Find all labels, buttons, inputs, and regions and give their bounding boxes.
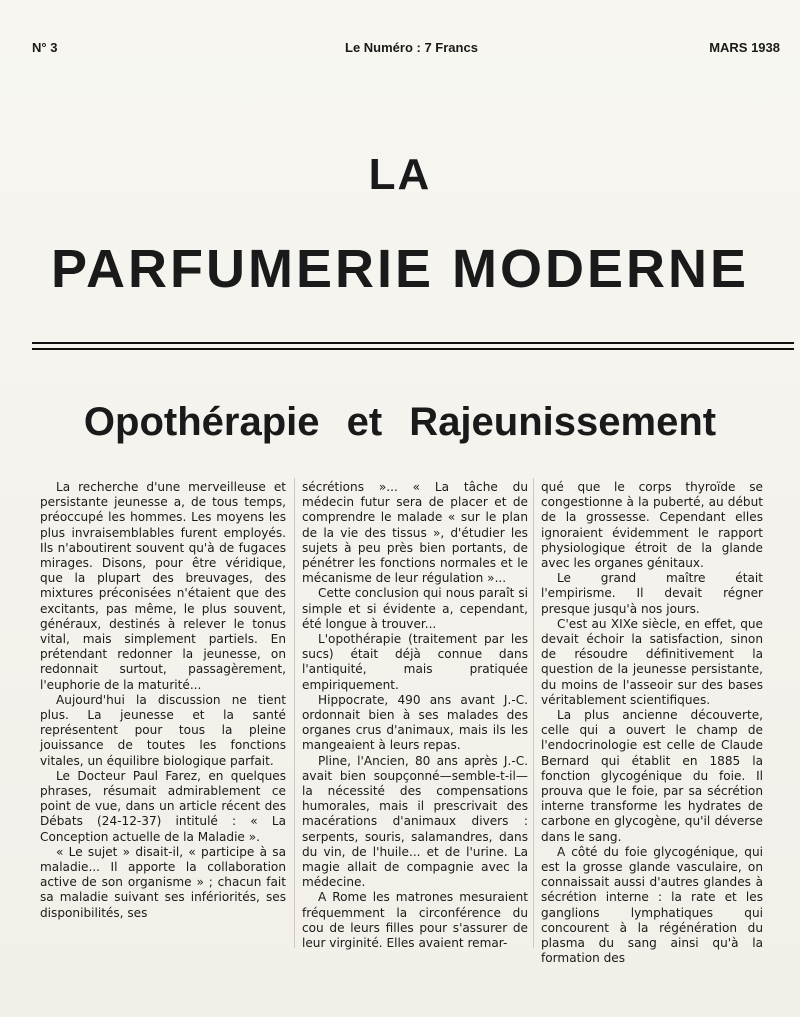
article-column-2	[302, 480, 528, 951]
masthead-title: PARFUMERIE MODERNE	[50, 239, 750, 299]
issue-price: Le Numéro : 7 Francs	[345, 40, 478, 55]
issue-number: N° 3	[32, 40, 58, 55]
paragraph: Cette conclusion qui nous paraît si simple et si évidente a, cependant, été longue à trouver...	[302, 586, 528, 631]
column-divider	[533, 478, 534, 948]
paragraph: « Le sujet » disait-il, « participe à sa maladie... Il apporte la collaboration active de son organisme » ; chacun fait sa maladie suivant ses infériorités, ses disponibilités, ses	[40, 844, 286, 920]
paragraph: Pline, l'Ancien, 80 ans après J.-C. avait bien soupçonné—semble-t-il—la nécessité des compensations humorales, mais il prescrivait des macérations d'animaux divers : serpents, souris, salamandres, dans du vin, de l'huile... et de l'urine. La magie allait de compagnie avec la médecine.	[302, 753, 528, 890]
article-column-1	[40, 480, 286, 921]
paragraph: L'opothérapie (traitement par les sucs) était déjà connue dans l'antiquité, mais pratiquée empiriquement.	[302, 632, 528, 692]
page-header	[32, 40, 784, 58]
paragraph: Le grand maître était l'empirisme. Il devait régner presque jusqu'à nos jours.	[541, 571, 763, 616]
paragraph: La plus ancienne découverte, celle qui a ouvert le champ de l'endocrinologie est celle de Claude Bernard qui établit en 1885 la fonction glycogénique du foie. Il prouva que le foie, par sa sécrétion interne transforme les hydrates de carbone en glycogène, qu'il déverse dans le sang.	[541, 708, 763, 844]
paragraph: Hippocrate, 490 ans avant J.-C. ordonnait bien à ses malades des organes crus d'animaux, mais ils les mangeaient à leurs repas.	[302, 692, 528, 753]
paragraph: C'est au XIXe siècle, en effet, que devait échoir la satisfaction, sinon de résoudre définitivement la question de la jeunesse persistante, du moins de l'asseoir sur des bases véritablement scientifiques.	[541, 616, 763, 707]
paragraph: Aujourd'hui la discussion ne tient plus. La jeunesse et la santé représentent pour tous la pleine jouissance de toutes les fonctions vitales, un équilibre biologique parfait.	[40, 692, 286, 768]
masthead-rule-top	[32, 342, 794, 344]
paragraph: sécrétions »... « La tâche du médecin futur sera de placer et de comprendre le malade « sur le plan de la vie des tissus », d'étudier les sujets à peu près bien portants, de pénétrer les fonctions normales et le mécanisme de leur régulation »...	[302, 480, 528, 586]
article-column-3	[541, 480, 763, 967]
paragraph: A Rome les matrones mesuraient fréquemment la circonférence du cou de leurs filles pour s'assurer de leur virginité. Elles avaient remar-	[302, 890, 528, 951]
masthead-article: LA	[368, 150, 432, 199]
paragraph: Le Docteur Paul Farez, en quelques phrases, résumait admirablement ce point de vue, dans un article récent des Débats (24-12-37) intitulé : « La Conception actuelle de la Maladie ».	[40, 768, 286, 844]
paragraph: A côté du foie glycogénique, qui est la grosse glande vasculaire, on connaissait aussi d'autres glandes à sécrétion interne : la rate et les ganglions lymphatiques qui concourent à la régénération du plasma du sang ainsi qu'à la formation des	[541, 844, 763, 966]
article-title: Opothérapie et Rajeunissement	[83, 400, 717, 444]
paragraph: La recherche d'une merveilleuse et persistante jeunesse a, de tous temps, préoccupé les hommes. Les moyens les plus invraisemblables furent employés. Ils n'aboutirent souvent qu'à de fugaces mirages. Disons, pour être véridique, que la plupart des breuvages, des mixtures préconisées n'étaient que des excitants, pas même, le plus souvent, généraux, destinés à relever le tonus vital, mais simplement partiels. En prétendant redonner la jeunesse, on redonnait surtout, passagèrement, l'euphorie de la maturité...	[40, 480, 286, 692]
issue-date: MARS 1938	[709, 40, 780, 55]
paragraph: qué que le corps thyroïde se congestionne à la puberté, au début de la grossesse. Cependant elles ignoraient évidemment le rapport physiologique étroit de la glande avec les organes génitaux.	[541, 480, 763, 571]
masthead-rule-bottom	[32, 348, 794, 350]
column-divider	[294, 478, 295, 948]
